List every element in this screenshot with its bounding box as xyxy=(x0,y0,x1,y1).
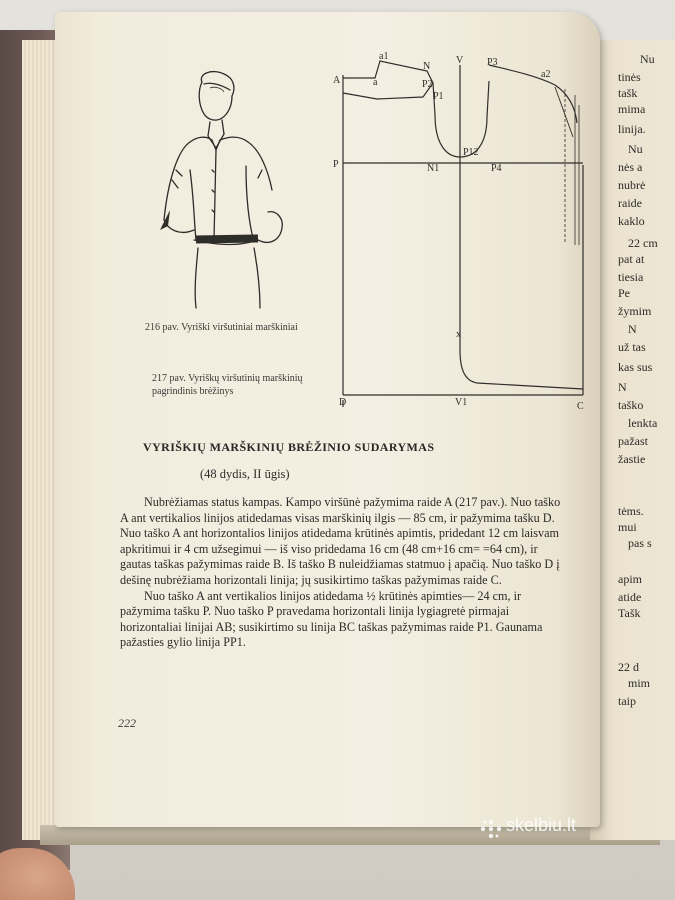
body-text xyxy=(120,495,562,651)
right-page-line: Pe xyxy=(618,286,630,300)
label-P4: P4 xyxy=(491,163,502,174)
paragraph-2: Nuo taško A ant vertikalios linijos atidedama ½ krūtinės apimties— 24 cm, ir pažymima tašku P. Nuo taško P pravedama horizontali linija lygiagretė pirmajai horizontaliai linijai AB; susikirtimo su linija BC taškas pažymimas raide P1. Gaunama pažasties gylio linija PP1. xyxy=(120,588,543,650)
label-P12: P12 xyxy=(463,147,479,158)
right-page-line: mima xyxy=(618,102,646,116)
right-page-line: 22 d xyxy=(618,660,639,674)
right-page-line: nės a xyxy=(618,160,643,174)
label-N: N xyxy=(423,61,431,72)
figure-216-caption: 216 pav. Vyriški viršutiniai marškiniai xyxy=(145,322,298,333)
watermark: skelbiu.lt xyxy=(506,815,577,835)
label-a2: a2 xyxy=(541,69,551,80)
watermark-dots-icon xyxy=(479,818,503,840)
right-page-line: Nu xyxy=(628,142,643,156)
paragraph-1: Nubrėžiamas status kampas. Kampo viršūnė pažymima raide A (217 pav.). Nuo taško A ant vertikalios linijos atidedamas visas marškinių ilgis — 85 cm, ir pažymima tašku D. Nuo taško A ant horizontalios linijos atidedama krūtinės apimtis, pridedant 12 cm laisvam apkritimui ir 4 cm užsegimui — iš viso pridedama 16 cm (48 cm+16 cm= =64 cm), ir gautas taškas pažymimas raide B. Iš taško B nuleidžiamas statmuo į apačią. Nuo taško D į dešinę nubrėžiama horizontali linija; jų susikirtimo taškas pažymimas raide C. xyxy=(120,495,561,587)
label-D: D xyxy=(339,397,347,408)
right-page-line: tėms. xyxy=(618,504,644,518)
right-page-line: taip xyxy=(618,694,636,708)
right-page-line: žymim xyxy=(618,304,652,318)
label-P3: P3 xyxy=(487,57,498,68)
label-N1: N1 xyxy=(427,163,440,174)
right-page-line: taško xyxy=(618,398,644,412)
label-a: a xyxy=(373,77,378,88)
right-page-line: tašk xyxy=(618,86,638,100)
label-P2: P2 xyxy=(422,79,433,90)
section-subheading: (48 dydis, II ūgis) xyxy=(200,467,290,481)
right-page-line: kaklo xyxy=(618,214,645,228)
right-page-line: pas s xyxy=(628,536,652,550)
label-a1: a1 xyxy=(379,51,389,62)
right-page-line: nubrė xyxy=(618,178,646,192)
right-page-line: už tas xyxy=(618,340,646,354)
label-A: A xyxy=(333,75,341,86)
right-page-line: pažast xyxy=(618,434,648,448)
right-page-line: tiesia xyxy=(618,270,644,284)
pattern-diagram xyxy=(325,45,590,420)
right-page-line: apim xyxy=(618,572,642,586)
right-page-line: žastie xyxy=(618,452,646,466)
label-V: V xyxy=(456,55,464,66)
section-heading: VYRIŠKIŲ MARŠKINIŲ BRĖŽINIO SUDARYMAS xyxy=(143,440,435,454)
right-page-line: Tašk xyxy=(618,606,641,620)
page-number: 222 xyxy=(118,716,136,730)
right-page-line: mui xyxy=(618,520,637,534)
right-page-line: linija. xyxy=(618,122,646,136)
right-page-line: Nu xyxy=(640,52,655,66)
label-C: C xyxy=(577,401,584,412)
right-page-line: mim xyxy=(628,676,651,690)
figure-217-caption: 217 pav. Vyriškų viršutinių marškinių pagrindinis brėžinys xyxy=(152,373,303,397)
right-page-line: 22 cm xyxy=(628,236,658,250)
right-page-line: raide xyxy=(618,196,642,210)
label-P1: P1 xyxy=(433,91,444,102)
right-page-line: lenkta xyxy=(628,416,658,430)
shirt-man-illustration xyxy=(150,70,310,310)
right-page-line: N xyxy=(618,380,627,394)
right-page-line: N xyxy=(628,322,637,336)
right-page-line: tinės xyxy=(618,70,641,84)
label-x: x xyxy=(456,329,461,340)
label-V1: V1 xyxy=(455,397,468,408)
label-P: P xyxy=(333,159,339,170)
right-page-line: kas sus xyxy=(618,360,653,374)
right-page-line: atide xyxy=(618,590,642,604)
right-page-line: pat at xyxy=(618,252,645,266)
